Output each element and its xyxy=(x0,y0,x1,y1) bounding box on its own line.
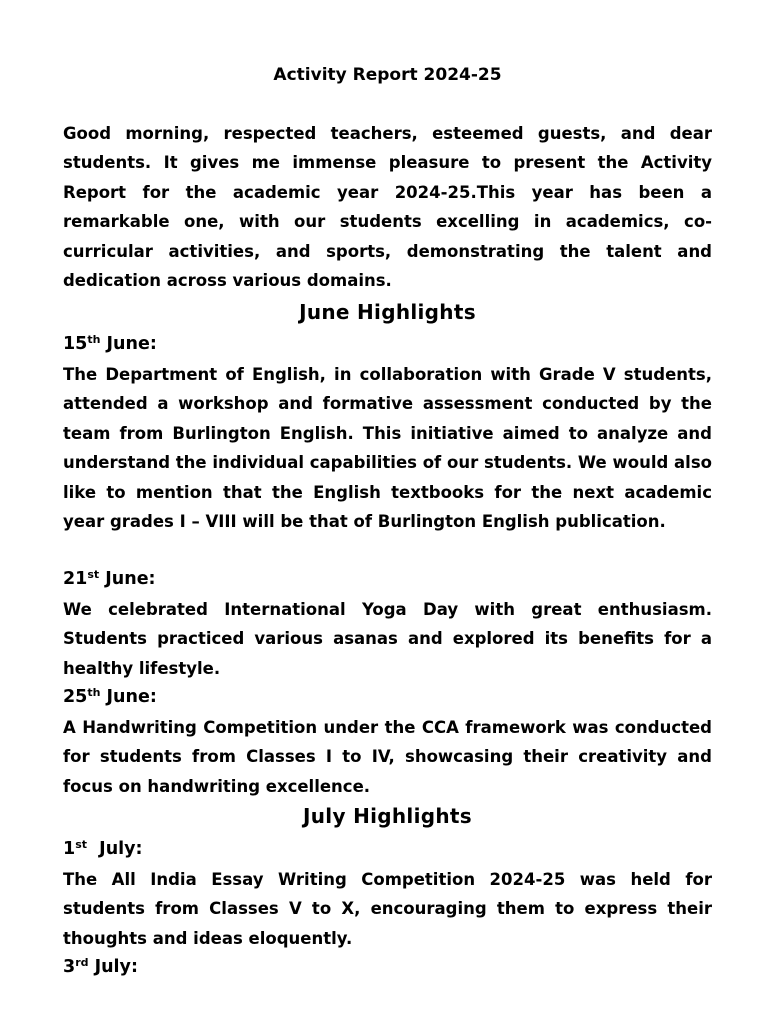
june-highlights-heading: June Highlights xyxy=(299,300,476,324)
date-month: June: xyxy=(100,334,157,354)
date-heading-june-21 xyxy=(63,567,156,591)
june-15-paragraph: The Department of English, in collaboration with Grade V students, attended a workshop and formative assessment conducted by the team from Burlington English. This initiative aimed to analyze and understand the individual capabilities of our students. We would also like to mention that the English textbooks for the next academic year grades I – VIII will be that of Burlington English publication. xyxy=(63,365,712,532)
date-heading-july-1 xyxy=(63,837,143,861)
date-suffix: st xyxy=(75,838,87,851)
date-day: 21 xyxy=(63,569,88,589)
july-1-paragraph: The All India Essay Writing Competition 2024-25 was held for students from Classes V to X, encouraging them to express their thoughts and ideas eloquently. xyxy=(63,870,712,948)
intro-paragraph: Good morning, respected teachers, esteemed guests, and dear students. It gives me immense pleasure to present the Activity Report for the academic year 2024-25.This year has been a remarkable one, with our students excelling in academics, co-curricular activities, and sports, demonstrating the talent and dedication across various domains. xyxy=(63,124,712,291)
date-day: 15 xyxy=(63,334,88,354)
date-month: July: xyxy=(87,839,143,859)
document-page xyxy=(63,0,712,1024)
date-day: 1 xyxy=(63,839,76,859)
date-suffix: st xyxy=(87,568,100,581)
june-25-paragraph: A Handwriting Competition under the CCA framework was conducted for students from Classes I to IV, showcasing their creativity and focus on handwriting excellence. xyxy=(63,718,712,796)
july-highlights-heading: July Highlights xyxy=(303,804,472,828)
date-suffix: th xyxy=(87,686,101,699)
date-month: June: xyxy=(100,687,157,707)
date-suffix: th xyxy=(87,333,101,346)
date-day: 3 xyxy=(63,957,76,977)
date-day: 25 xyxy=(63,687,88,707)
june-21-paragraph: We celebrated International Yoga Day with great enthusiasm. Students practiced various asanas and explored its benefits for a healthy lifestyle. xyxy=(63,600,712,678)
date-month: July: xyxy=(88,957,138,977)
date-suffix: rd xyxy=(75,956,89,969)
date-heading-june-15 xyxy=(63,332,157,356)
date-heading-july-3 xyxy=(63,955,138,979)
document-title: Activity Report 2024-25 xyxy=(273,65,502,85)
date-heading-june-25 xyxy=(63,685,157,709)
date-month: June: xyxy=(99,569,156,589)
